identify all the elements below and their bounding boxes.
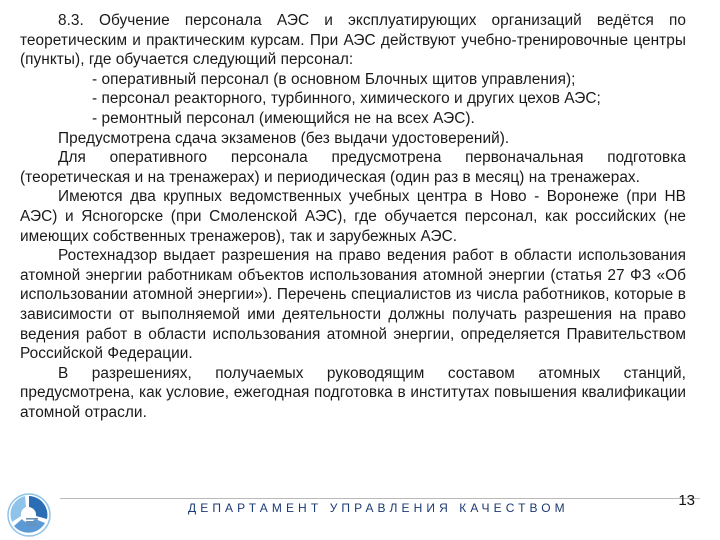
paragraph-rostekhnadzor: Ростехнадзор выдает разрешения на право ведения работ в области использования атомной энергии работникам объектов использования атомной энергии (статья 27 ФЗ «Об использовании атомной энергии»). Перечень специалистов из числа работников, которые в зависимости от выполняемой ими деятельности должны получать разрешения на право ведения работ в области использования атомной энергии, определяется Правительством Российской Федерации. xyxy=(20,247,686,363)
footer-department-title: ДЕПАРТАМЕНТ УПРАВЛЕНИЯ КАЧЕСТВОМ xyxy=(188,501,569,515)
page-number: 13 xyxy=(678,492,695,509)
body-text xyxy=(20,11,686,422)
paragraph-training-centers: Имеются два крупных ведомственных учебных центра в Ново - Воронеже (при НВ АЭС) и Ясногорске (при Смоленской АЭС), где обучается персонал, как российских (не имеющих собственных тренажеров), так и зарубежных АЭС. xyxy=(20,188,686,245)
paragraph-training-intro: 8.3. Обучение персонала АЭС и эксплуатирующих организаций ведётся по теоретическим и практическим курсам. При АЭС действуют учебно-тренировочные центры (пункты), где обучается следующий персонал: xyxy=(20,12,686,69)
paragraph-permits: В разрешениях, получаемых руководящим составом атомных станций, предусмотрена, как условие, ежегодная подготовка в институтах повышения квалификации атомной отрасли. xyxy=(20,364,686,421)
rosatom-logo-icon xyxy=(6,492,52,538)
list-item-workshop-staff: - персонал реакторного, турбинного, химического и других цехов АЭС; xyxy=(92,90,601,108)
footer-divider xyxy=(60,498,700,499)
list-item-repair-staff: - ремонтный персонал (имеющийся не на всех АЭС). xyxy=(92,109,475,127)
paragraph-operational-training: Для оперативного персонала предусмотрена первоначальная подготовка (теоретическая и на тренажерах) и периодическая (один раз в месяц) на тренажерах. xyxy=(20,149,686,186)
list-item-operational-staff: - оперативный персонал (в основном Блочных щитов управления); xyxy=(92,70,576,88)
paragraph-exams: Предусмотрена сдача экзаменов (без выдачи удостоверений). xyxy=(58,129,510,147)
